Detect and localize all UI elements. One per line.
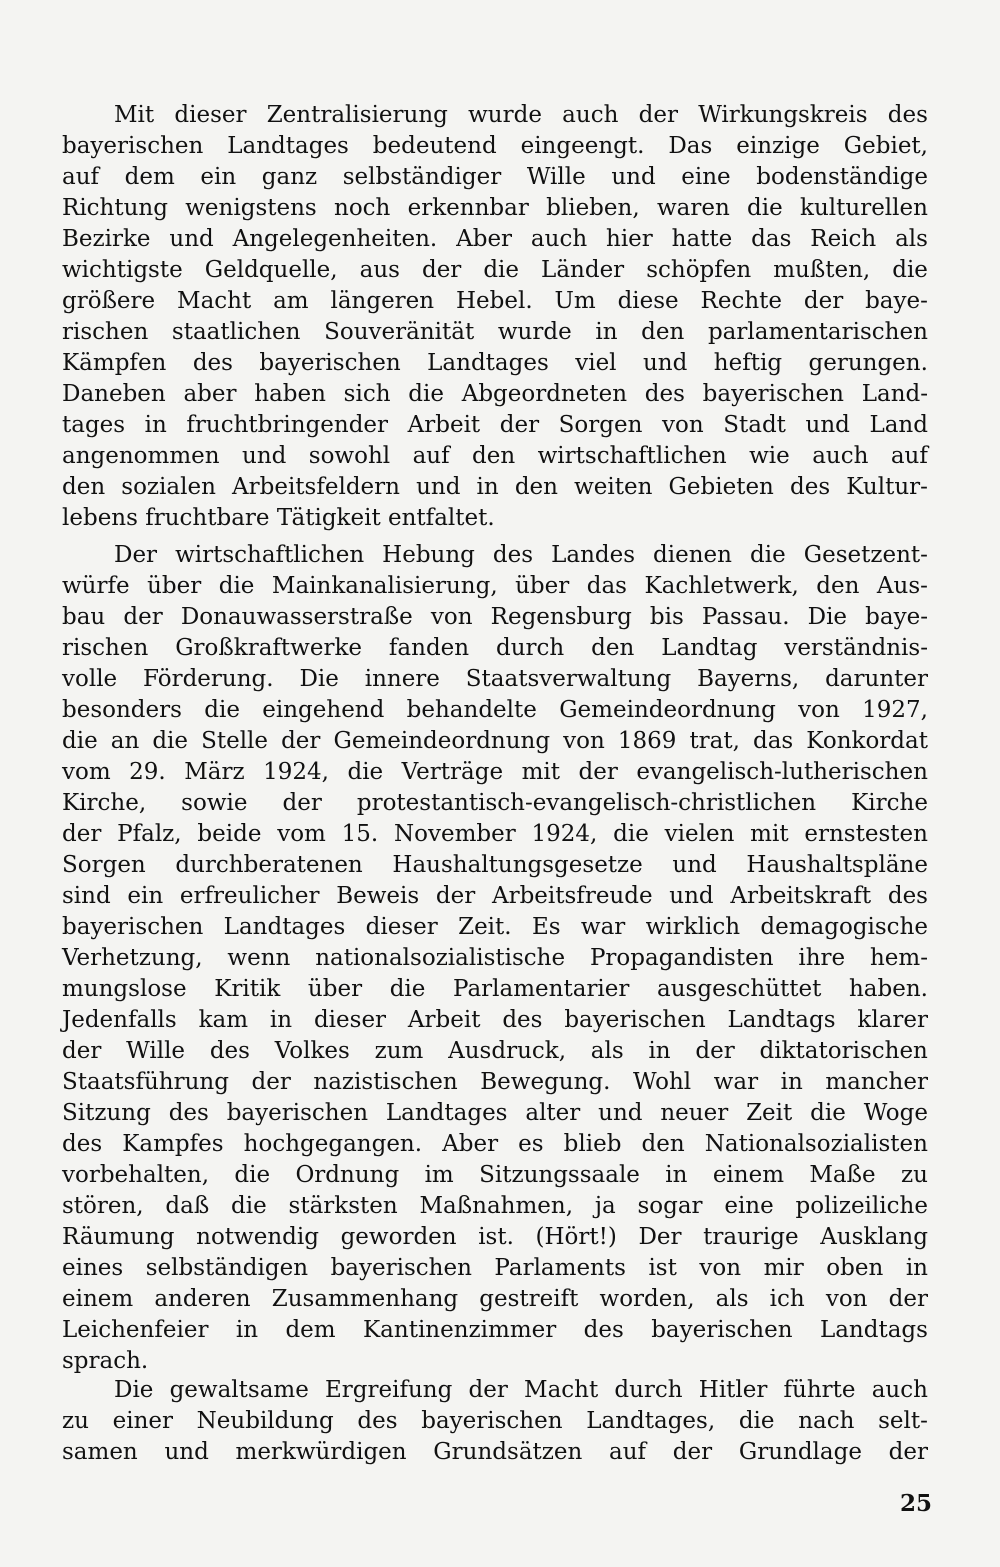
text-line: Sorgen durchberatenen Haushaltungsgesetze und Haushaltspläne <box>62 852 928 878</box>
text-line: sprach. <box>62 1348 149 1374</box>
text-line: zu einer Neubildung des bayerischen Landtages, die nach selt- <box>62 1408 928 1434</box>
paragraph-3 <box>62 1375 928 1468</box>
text-line: Sitzung des bayerischen Landtages alter und neuer Zeit die Woge <box>62 1100 928 1126</box>
text-line: Kämpfen des bayerischen Landtages viel und heftig gerungen. <box>62 350 928 376</box>
text-line: Jedenfalls kam in dieser Arbeit des bayerischen Landtags klarer <box>62 1007 928 1033</box>
text-line: bayerischen Landtages dieser Zeit. Es war wirklich demagogische <box>62 914 928 940</box>
text-line: bayerischen Landtages bedeutend eingeengt. Das einzige Gebiet, <box>62 133 928 159</box>
text-line: des Kampfes hochgegangen. Aber es blieb den Nationalsozialisten <box>62 1131 928 1157</box>
paragraph-1 <box>62 100 928 534</box>
text-line: Räumung notwendig geworden ist. (Hört!) Der traurige Ausklang <box>62 1224 928 1250</box>
text-line: Leichenfeier in dem Kantinenzimmer des bayerischen Landtags <box>62 1317 928 1343</box>
text-line: den sozialen Arbeitsfeldern und in den weiten Gebieten des Kultur- <box>62 474 928 500</box>
text-line: tages in fruchtbringender Arbeit der Sorgen von Stadt und Land <box>62 412 928 438</box>
text-line: Kirche, sowie der protestantisch-evangelisch-christlichen Kirche <box>62 790 928 816</box>
page-number: 25 <box>899 1490 932 1517</box>
text-line: würfe über die Mainkanalisierung, über das Kachletwerk, den Aus- <box>62 573 928 599</box>
text-line: größere Macht am längeren Hebel. Um diese Rechte der baye- <box>62 288 928 314</box>
text-line: vorbehalten, die Ordnung im Sitzungssaale in einem Maße zu <box>62 1162 928 1188</box>
text-line: bau der Donauwasserstraße von Regensburg bis Passau. Die baye- <box>62 604 928 630</box>
text-line: vom 29. März 1924, die Verträge mit der evangelisch-lutherischen <box>62 759 928 785</box>
text-line: rischen Großkraftwerke fanden durch den Landtag verständnis- <box>62 635 928 661</box>
text-line: der Wille des Volkes zum Ausdruck, als in der diktatorischen <box>62 1038 928 1064</box>
text-line: Bezirke und Angelegenheiten. Aber auch hier hatte das Reich als <box>62 226 928 252</box>
text-line: mungslose Kritik über die Parlamentarier ausgeschüttet haben. <box>62 976 928 1002</box>
text-line: Der wirtschaftlichen Hebung des Landes dienen die Gesetzent- <box>114 542 928 568</box>
text-line: stören, daß die stärksten Maßnahmen, ja sogar eine polizeiliche <box>62 1193 928 1219</box>
text-line: Daneben aber haben sich die Abgeordneten des bayerischen Land- <box>62 381 928 407</box>
paragraph-2 <box>62 540 928 1377</box>
text-line: auf dem ein ganz selbständiger Wille und eine bodenständige <box>62 164 928 190</box>
text-line: Staatsführung der nazistischen Bewegung. Wohl war in mancher <box>62 1069 928 1095</box>
text-line: angenommen und sowohl auf den wirtschaftlichen wie auch auf <box>62 443 928 469</box>
text-line: Verhetzung, wenn nationalsozialistische Propagandisten ihre hem- <box>62 945 928 971</box>
text-line: volle Förderung. Die innere Staatsverwaltung Bayerns, darunter <box>62 666 928 692</box>
text-line: einem anderen Zusammenhang gestreift worden, als ich von der <box>62 1286 928 1312</box>
text-line: Mit dieser Zentralisierung wurde auch der Wirkungskreis des <box>114 102 928 128</box>
text-line: Die gewaltsame Ergreifung der Macht durch Hitler führte auch <box>114 1377 928 1403</box>
text-line: besonders die eingehend behandelte Gemeindeordnung von 1927, <box>62 697 928 723</box>
text-line: samen und merkwürdigen Grundsätzen auf der Grundlage der <box>62 1439 928 1465</box>
text-line: Richtung wenigstens noch erkennbar blieben, waren die kulturellen <box>62 195 928 221</box>
text-line: die an die Stelle der Gemeindeordnung von 1869 trat, das Konkordat <box>62 728 928 754</box>
text-line: wichtigste Geldquelle, aus der die Länder schöpfen mußten, die <box>62 257 928 283</box>
text-line: rischen staatlichen Souveränität wurde in den parlamentarischen <box>62 319 928 345</box>
text-line: eines selbständigen bayerischen Parlaments ist von mir oben in <box>62 1255 928 1281</box>
text-line: lebens fruchtbare Tätigkeit entfaltet. <box>62 505 495 531</box>
text-line: der Pfalz, beide vom 15. November 1924, die vielen mit ernstesten <box>62 821 928 847</box>
text-line: sind ein erfreulicher Beweis der Arbeitsfreude und Arbeitskraft des <box>62 883 928 909</box>
